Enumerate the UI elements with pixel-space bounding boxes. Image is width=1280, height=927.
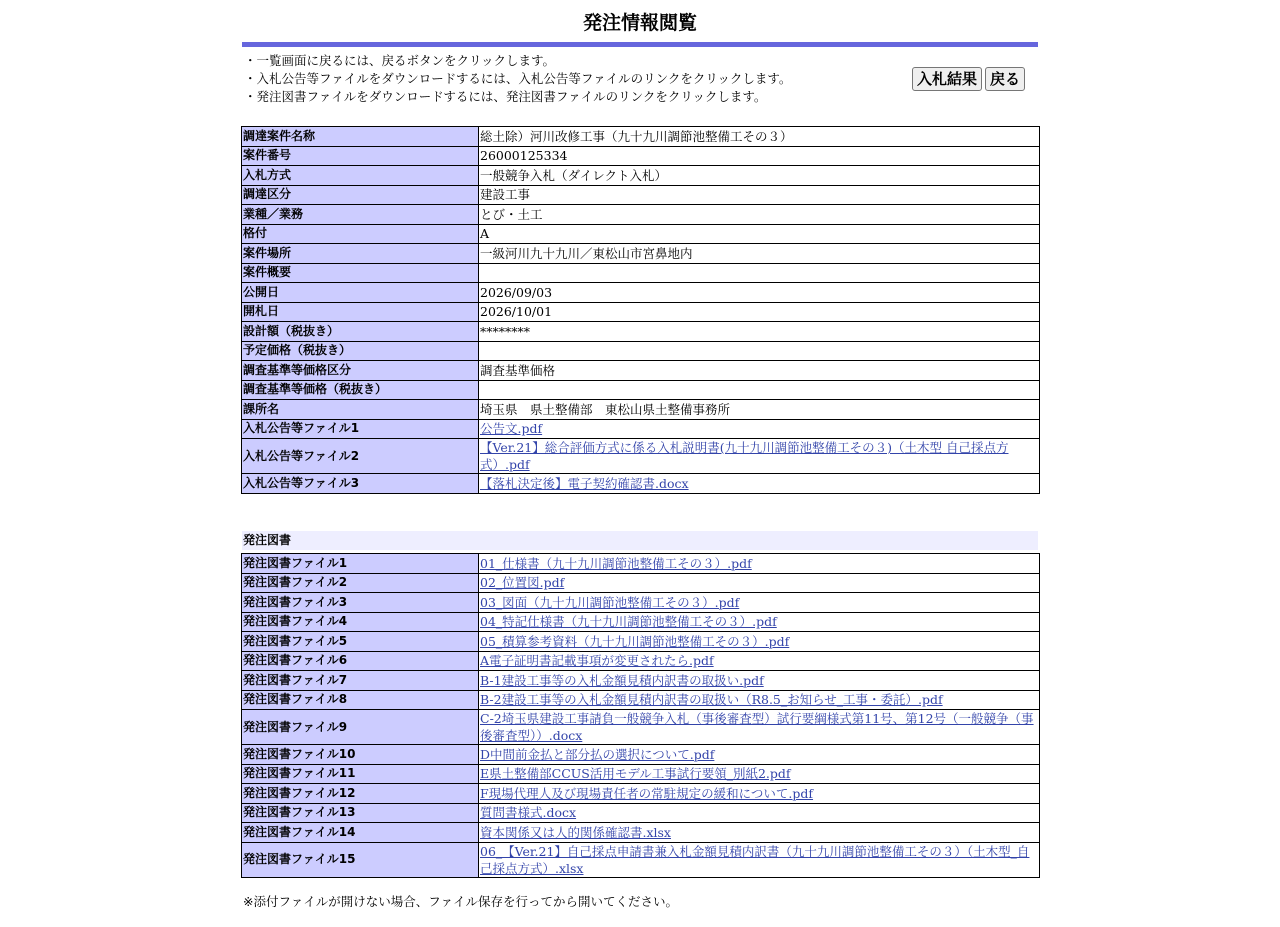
order-doc-row	[242, 554, 1040, 574]
info-value: 一級河川九十九川／東松山市宮鼻地内	[479, 244, 1040, 264]
info-row	[242, 244, 1040, 264]
order-doc-cell	[479, 593, 1040, 613]
order-doc-row	[242, 690, 1040, 710]
order-doc-link[interactable]: B-2建設工事等の入札金額見積内訳書の取扱い（R8.5_お知らせ_工事・委託）.pdf	[480, 692, 943, 708]
action-buttons	[912, 67, 1025, 91]
info-row	[242, 400, 1040, 420]
order-docs-heading: 発注図書	[242, 531, 1038, 550]
back-button[interactable]: 戻る	[985, 67, 1025, 91]
order-doc-row	[242, 784, 1040, 804]
order-doc-link[interactable]: A電子証明書記載事項が変更されたら.pdf	[480, 653, 714, 669]
info-row	[242, 263, 1040, 283]
info-value	[479, 380, 1040, 400]
case-info-table	[241, 126, 1040, 494]
order-doc-link[interactable]: E県土整備部CCUS活用モデル工事試行要領_別紙2.pdf	[480, 766, 791, 782]
order-doc-link[interactable]: D中間前金払と部分払の選択について.pdf	[480, 746, 715, 762]
info-row	[242, 380, 1040, 400]
info-value: A	[479, 224, 1040, 244]
order-doc-label: 発注図書ファイル12	[242, 784, 479, 804]
notice-file-row	[242, 474, 1040, 494]
info-row	[242, 127, 1040, 147]
info-label: 開札日	[242, 302, 479, 322]
notice-file-label: 入札公告等ファイル2	[242, 439, 479, 474]
order-doc-link[interactable]: 質問書様式.docx	[480, 805, 577, 821]
title-divider	[242, 42, 1038, 47]
order-doc-label: 発注図書ファイル13	[242, 803, 479, 823]
footer-note: ※添付ファイルが開けない場合、ファイル保存を行ってから開いてください。	[243, 894, 678, 909]
order-doc-cell	[479, 803, 1040, 823]
order-doc-link[interactable]: C-2埼玉県建設工事請負一般競争入札（事後審査型）試行要綱様式第11号、第12号（一般競争（事後審査型））.docx	[480, 711, 1034, 743]
order-doc-label: 発注図書ファイル5	[242, 632, 479, 652]
order-doc-cell	[479, 823, 1040, 843]
order-doc-link[interactable]: 06_【Ver.21】自己採点申請書兼入札金額見積内訳書（九十九川調節池整備工その３）（土木型_自己採点方式）.xlsx	[480, 843, 1030, 876]
info-row	[242, 341, 1040, 361]
order-doc-label: 発注図書ファイル3	[242, 593, 479, 613]
info-value: ********	[479, 322, 1040, 342]
info-label: 予定価格（税抜き）	[242, 341, 479, 361]
info-row	[242, 322, 1040, 342]
order-doc-label: 発注図書ファイル6	[242, 651, 479, 671]
info-label: 調査基準等価格区分	[242, 361, 479, 381]
info-row	[242, 283, 1040, 303]
order-doc-link[interactable]: 05_積算参考資料（九十九川調節池整備工その３）.pdf	[480, 633, 790, 649]
info-label: 設計額（税抜き）	[242, 322, 479, 342]
info-label: 課所名	[242, 400, 479, 420]
notice-file-row	[242, 439, 1040, 474]
order-doc-link[interactable]: F現場代理人及び現場責任者の常駐規定の緩和について.pdf	[480, 785, 814, 801]
notice-file-row	[242, 419, 1040, 439]
info-row	[242, 166, 1040, 186]
info-row	[242, 224, 1040, 244]
instruction-line: ・一覧画面に戻るには、戻るボタンをクリックします。	[244, 53, 556, 68]
order-doc-row	[242, 710, 1040, 745]
order-doc-cell	[479, 671, 1040, 691]
notice-file-cell	[479, 474, 1040, 494]
order-doc-label: 発注図書ファイル7	[242, 671, 479, 691]
order-doc-row	[242, 632, 1040, 652]
order-doc-cell	[479, 573, 1040, 593]
bid-result-button[interactable]: 入札結果	[912, 67, 982, 91]
order-doc-link[interactable]: 03_図面（九十九川調節池整備工その３）.pdf	[480, 594, 740, 610]
info-value: 2026/10/01	[479, 302, 1040, 322]
info-row	[242, 205, 1040, 225]
order-doc-row	[242, 803, 1040, 823]
order-doc-label: 発注図書ファイル9	[242, 710, 479, 745]
info-label: 格付	[242, 224, 479, 244]
order-doc-link[interactable]: 02_位置図.pdf	[480, 575, 565, 591]
info-label: 調達区分	[242, 185, 479, 205]
order-doc-label: 発注図書ファイル10	[242, 745, 479, 765]
order-doc-label: 発注図書ファイル2	[242, 573, 479, 593]
order-doc-cell	[479, 745, 1040, 765]
notice-file-link[interactable]: 【Ver.21】総合評価方式に係る入札説明書(九十九川調節池整備工その３)（土木型 自己採点方式）.pdf	[480, 440, 1009, 472]
order-doc-cell	[479, 710, 1040, 745]
info-row	[242, 146, 1040, 166]
info-label: 案件場所	[242, 244, 479, 264]
info-label: 業種／業務	[242, 205, 479, 225]
info-label: 調達案件名称	[242, 127, 479, 147]
info-value	[479, 341, 1040, 361]
info-value: 26000125334	[479, 146, 1040, 166]
order-doc-cell	[479, 842, 1040, 877]
order-doc-cell	[479, 764, 1040, 784]
order-doc-row	[242, 745, 1040, 765]
order-doc-link[interactable]: B-1建設工事等の入札金額見積内訳書の取扱い.pdf	[480, 672, 764, 688]
info-value: 調査基準価格	[479, 361, 1040, 381]
order-doc-label: 発注図書ファイル11	[242, 764, 479, 784]
order-doc-link[interactable]: 01_仕様書（九十九川調節池整備工その３）.pdf	[480, 555, 752, 571]
info-row	[242, 302, 1040, 322]
info-value: とび・土工	[479, 205, 1040, 225]
notice-file-link[interactable]: 【落札決定後】電子契約確認書.docx	[480, 475, 689, 491]
order-doc-row	[242, 612, 1040, 632]
notice-file-link[interactable]: 公告文.pdf	[480, 421, 543, 437]
info-label: 案件番号	[242, 146, 479, 166]
info-value: 埼玉県 県土整備部 東松山県土整備事務所	[479, 400, 1040, 420]
order-doc-cell	[479, 690, 1040, 710]
info-row	[242, 361, 1040, 381]
info-value	[479, 263, 1040, 283]
order-doc-cell	[479, 632, 1040, 652]
order-doc-row	[242, 823, 1040, 843]
order-doc-row	[242, 573, 1040, 593]
order-doc-label: 発注図書ファイル15	[242, 842, 479, 877]
info-label: 公開日	[242, 283, 479, 303]
order-doc-row	[242, 651, 1040, 671]
order-doc-row	[242, 842, 1040, 877]
order-doc-row	[242, 593, 1040, 613]
order-doc-cell	[479, 612, 1040, 632]
notice-file-label: 入札公告等ファイル1	[242, 419, 479, 439]
notice-file-cell	[479, 419, 1040, 439]
order-doc-label: 発注図書ファイル4	[242, 612, 479, 632]
info-label: 調査基準等価格（税抜き）	[242, 380, 479, 400]
order-doc-label: 発注図書ファイル1	[242, 554, 479, 574]
order-doc-cell	[479, 554, 1040, 574]
order-docs-table	[241, 553, 1040, 878]
info-value: 2026/09/03	[479, 283, 1040, 303]
order-doc-row	[242, 671, 1040, 691]
page-title: 発注情報閲覧	[582, 12, 697, 34]
instruction-line: ・入札公告等ファイルをダウンロードするには、入札公告等ファイルのリンクをクリックします。	[244, 71, 792, 86]
order-doc-link[interactable]: 04_特記仕様書（九十九川調節池整備工その３）.pdf	[480, 614, 777, 630]
notice-file-cell	[479, 439, 1040, 474]
instructions	[244, 52, 884, 106]
instruction-line: ・発注図書ファイルをダウンロードするには、発注図書ファイルのリンクをクリックします。	[244, 89, 767, 104]
info-value: 一般競争入札（ダイレクト入札）	[479, 166, 1040, 186]
order-doc-cell	[479, 651, 1040, 671]
info-value: 建設工事	[479, 185, 1040, 205]
order-doc-link[interactable]: 資本関係又は人的関係確認書.xlsx	[480, 824, 671, 840]
order-doc-row	[242, 764, 1040, 784]
info-label: 入札方式	[242, 166, 479, 186]
info-row	[242, 185, 1040, 205]
info-value: 総土除）河川改修工事（九十九川調節池整備工その３）	[479, 127, 1040, 147]
order-doc-cell	[479, 784, 1040, 804]
order-doc-label: 発注図書ファイル8	[242, 690, 479, 710]
info-label: 案件概要	[242, 263, 479, 283]
notice-file-label: 入札公告等ファイル3	[242, 474, 479, 494]
order-doc-label: 発注図書ファイル14	[242, 823, 479, 843]
